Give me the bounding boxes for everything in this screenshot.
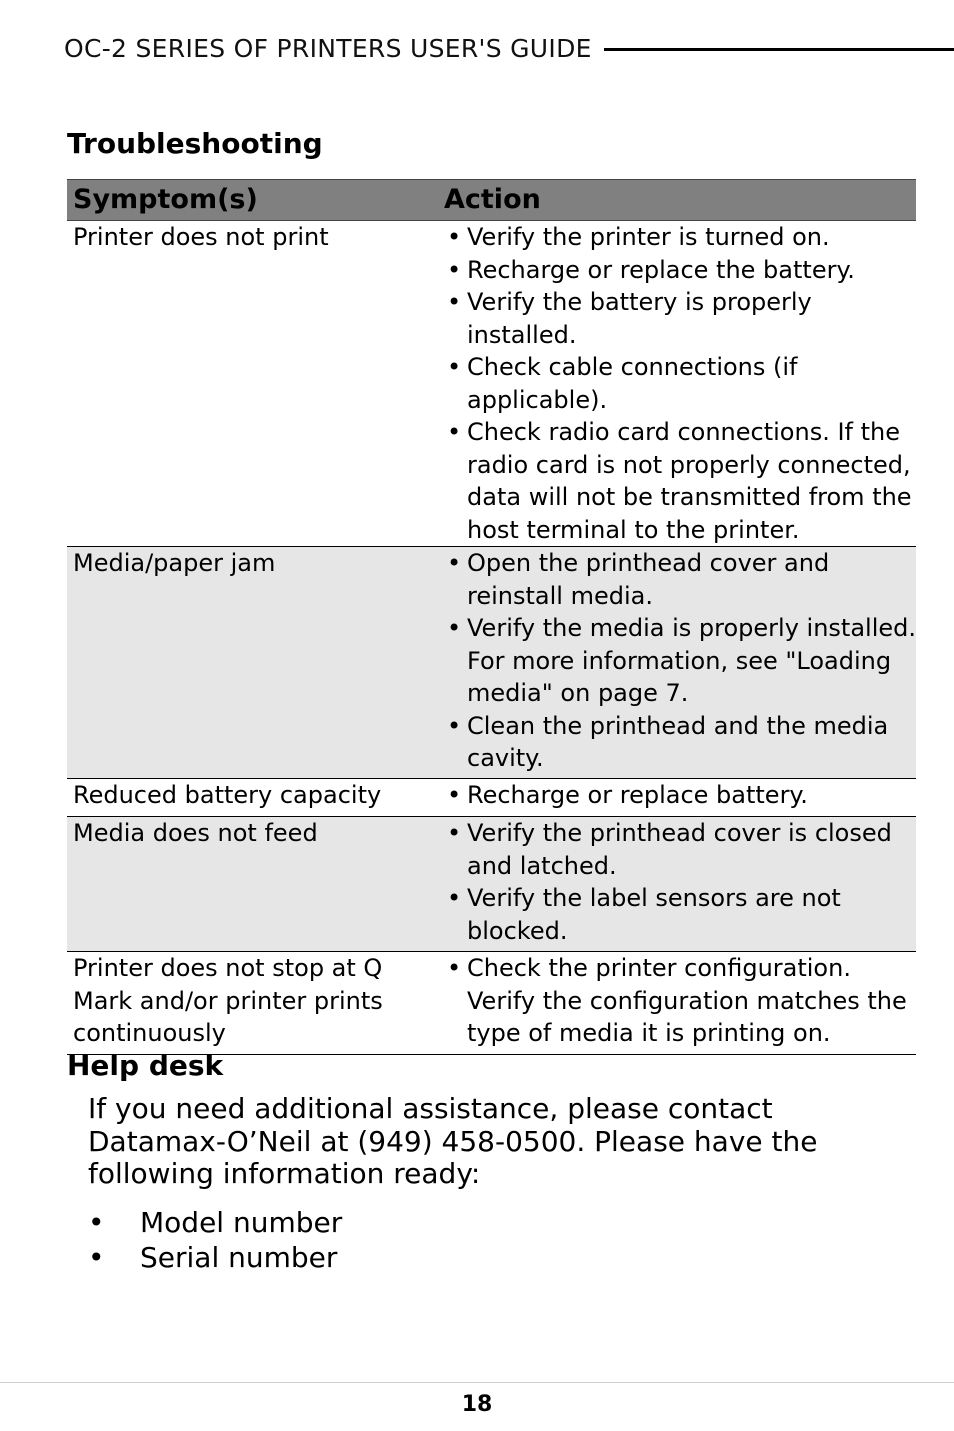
action-item: • Recharge or replace battery. (447, 779, 916, 812)
table-row (67, 952, 916, 1055)
column-header-action: Action (438, 180, 916, 221)
action-item: • Verify the media is properly installed. For more information, see "Loading media" on page 7. (447, 612, 916, 710)
symptom-cell (67, 817, 438, 952)
action-cell (438, 221, 916, 547)
action-item: • Verify the battery is properly installed. (447, 286, 916, 351)
running-title: OC-2 SERIES OF PRINTERS USER'S GUIDE (64, 34, 592, 63)
action-cell (438, 779, 916, 817)
symptom-cell (67, 547, 438, 779)
action-item: • Recharge or replace the battery. (447, 254, 916, 287)
table-row (67, 817, 916, 952)
troubleshooting-heading: Troubleshooting (67, 127, 323, 160)
header-rule (604, 48, 954, 51)
action-list (447, 952, 916, 1050)
help-desk-heading: Help desk (67, 1049, 224, 1082)
symptom-cell (67, 952, 438, 1055)
column-header-symptoms: Symptom(s) (67, 180, 438, 221)
table-row (67, 779, 916, 817)
action-item: • Check radio card connections. If the radio card is not properly connected, data will not be transmitted from the host terminal to the printer. (447, 416, 916, 546)
action-cell (438, 817, 916, 952)
action-cell (438, 547, 916, 779)
page-number: 18 (461, 1392, 493, 1417)
footer-rule (0, 1382, 954, 1383)
action-item: • Verify the printer is turned on. (447, 221, 916, 254)
list-item: • Model number (88, 1205, 342, 1240)
table-header-row (67, 180, 916, 221)
action-item: • Clean the printhead and the media cavity. (447, 710, 916, 775)
symptom-cell (67, 779, 438, 817)
action-list (447, 221, 916, 546)
symptom-text: Printer does not print (73, 223, 329, 251)
list-item: • Serial number (88, 1240, 342, 1275)
action-item: • Verify the label sensors are not blocked. (447, 882, 916, 947)
symptom-text: Reduced battery capacity (73, 781, 382, 809)
symptom-text: Printer does not stop at Q Mark and/or printer prints continuously (73, 954, 383, 1047)
table-row (67, 547, 916, 779)
action-list (447, 547, 916, 775)
help-desk-list (88, 1205, 342, 1275)
action-cell (438, 952, 916, 1055)
action-item: • Check the printer configuration. Verify the configuration matches the type of media it is printing on. (447, 952, 916, 1050)
action-list (447, 779, 916, 812)
help-desk-body: If you need additional assistance, please contact Datamax-O’Neil at (949) 458-0500. Please have the following information ready: (88, 1092, 818, 1190)
troubleshooting-table (67, 179, 916, 1055)
action-item: • Open the printhead cover and reinstall media. (447, 547, 916, 612)
symptom-text: Media does not feed (73, 819, 318, 847)
action-item: • Check cable connections (if applicable). (447, 351, 916, 416)
running-header (64, 34, 954, 63)
symptom-cell (67, 221, 438, 547)
table-row (67, 221, 916, 547)
action-item: • Verify the printhead cover is closed and latched. (447, 817, 916, 882)
action-list (447, 817, 916, 947)
symptom-text: Media/paper jam (73, 549, 276, 577)
